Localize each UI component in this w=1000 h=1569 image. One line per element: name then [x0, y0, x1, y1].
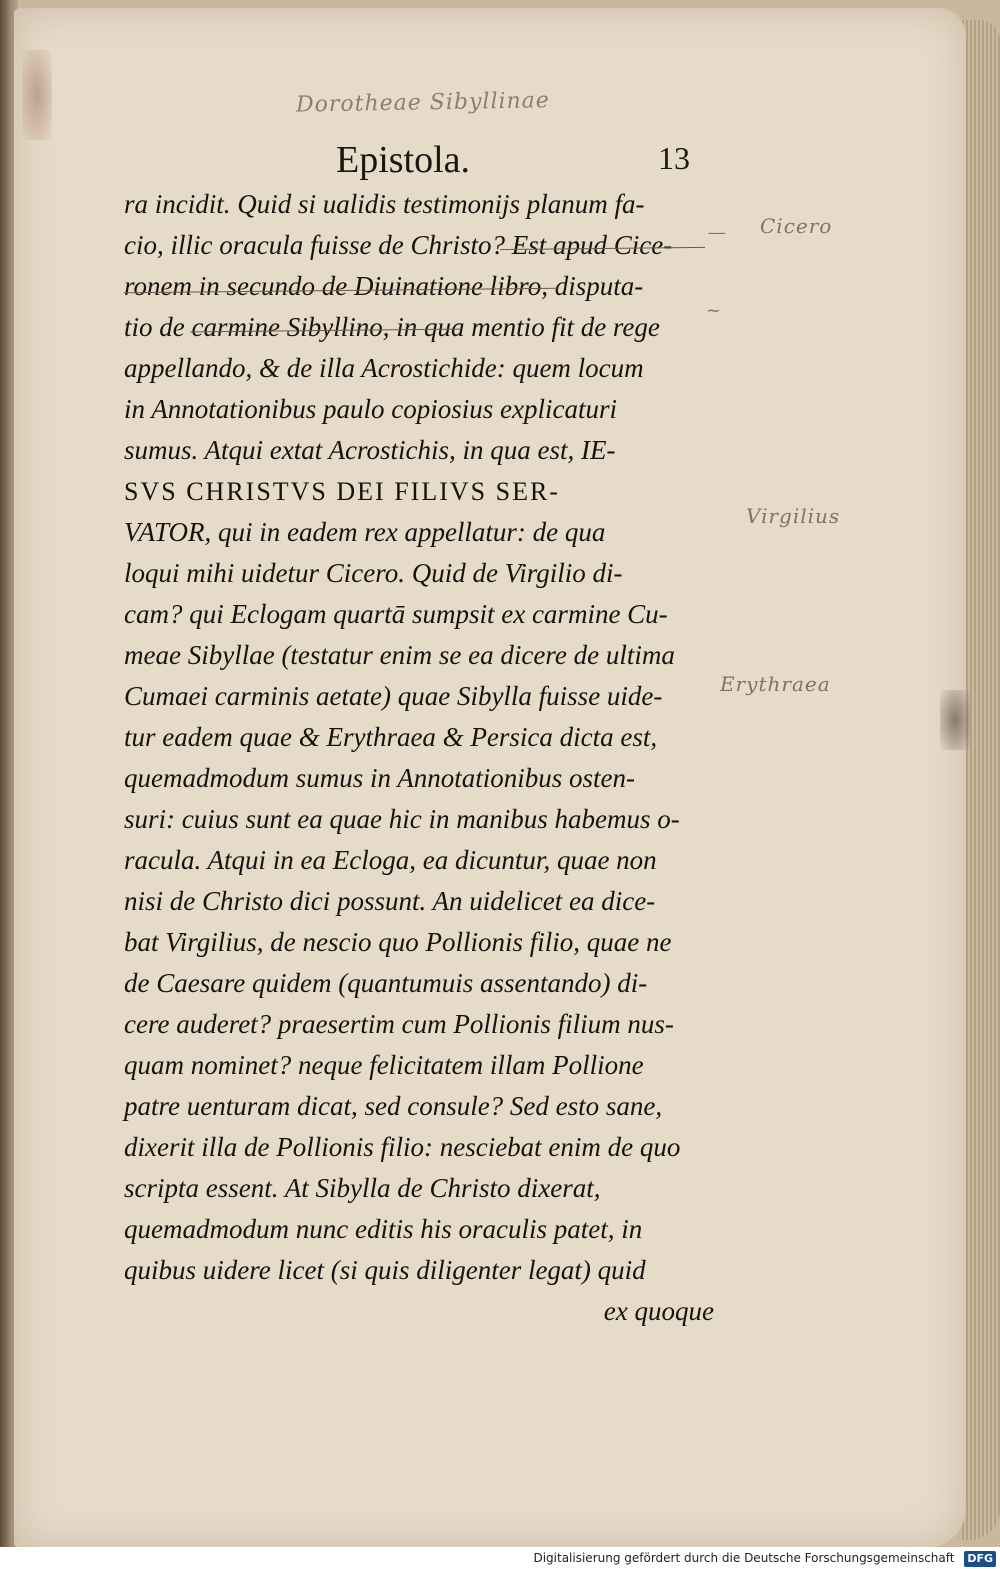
- folio-number: 13: [658, 140, 690, 176]
- text-line: cam? qui Eclogam quartā sumpsit ex carmine Cu-: [124, 599, 668, 629]
- text-line: ra incidit. Quid si ualidis testimonijs planum fa-: [124, 189, 645, 219]
- page-edges: [960, 20, 1000, 1540]
- text-line: appellando, & de illa Acrostichide: quem locum: [124, 353, 644, 383]
- text-line: quibus uidere licet (si quis diligenter legat) quid: [124, 1255, 646, 1285]
- text-line: quam nominet? neque felicitatem illam Pollione: [124, 1050, 644, 1080]
- text-line: cere auderet? praesertim cum Pollionis filium nus-: [124, 1009, 674, 1039]
- text-line: VATOR, qui in eadem rex appellatur: de qua: [124, 517, 606, 547]
- text-line: in Annotationibus paulo copiosius explicaturi: [124, 394, 617, 424]
- text-line: nisi de Christo dici possunt. An uidelicet ea dice-: [124, 886, 656, 916]
- text-line: quemadmodum sumus in Annotationibus osten-: [124, 763, 635, 793]
- marginal-note-virgilius: Virgilius: [746, 504, 841, 528]
- text-line: racula. Atqui in ea Ecloga, ea dicuntur, quae non: [124, 845, 657, 875]
- text-line: sumus. Atqui extat Acrostichis, in qua est, IE-: [124, 435, 616, 465]
- dfg-logo: DFG: [964, 1551, 996, 1567]
- digitization-footer: [0, 1547, 1000, 1569]
- text-line: suri: cuius sunt ea quae hic in manibus habemus o-: [124, 804, 680, 834]
- footer-credit: Digitalisierung gefördert durch die Deutsche Forschungsgemeinschaft: [533, 1551, 955, 1565]
- text-line: cio, illic oracula fuisse de Christo? Est apud Cice-: [124, 230, 673, 260]
- text-line: SVS CHRISTVS DEI FILIVS SER-: [124, 477, 560, 506]
- running-head: Epistola.: [336, 139, 471, 181]
- text-line: ronem in secundo de Diuinatione libro, disputa-: [124, 271, 644, 301]
- text-line: quemadmodum nunc editis his oraculis patet, in: [124, 1214, 643, 1244]
- margin-dash-mark: ~: [706, 300, 722, 321]
- margin-dash-mark: —: [708, 222, 726, 243]
- main-text-block: [124, 184, 724, 1332]
- page-stain: [22, 50, 52, 140]
- text-line: tio de carmine Sibyllino, in qua mentio fit de rege: [124, 312, 660, 342]
- text-line: patre uenturam dicat, sed consule? Sed esto sane,: [124, 1091, 663, 1121]
- text-line: tur eadem quae & Erythraea & Persica dicta est,: [124, 722, 658, 752]
- text-line: loqui mihi uidetur Cicero. Quid de Virgilio di-: [124, 558, 623, 588]
- text-line: bat Virgilius, de nescio quo Pollionis filio, quae ne: [124, 927, 672, 957]
- marginal-note-cicero: Cicero: [760, 214, 833, 238]
- manuscript-heading: Dorotheae Sibyllinae: [295, 88, 551, 118]
- text-line: scripta essent. At Sibylla de Christo dixerat,: [124, 1173, 601, 1203]
- text-line: de Caesare quidem (quantumuis assentando) di-: [124, 968, 648, 998]
- text-line: dixerit illa de Pollionis filio: nesciebat enim de quo: [124, 1132, 681, 1162]
- catchword: ex quoque: [603, 1296, 714, 1326]
- text-line: meae Sibyllae (testatur enim se ea dicere de ultima: [124, 640, 675, 670]
- marginal-note-erythraea: Erythraea: [720, 672, 831, 696]
- page-stain: [940, 690, 970, 750]
- text-line: Cumaei carminis aetate) quae Sibylla fuisse uide-: [124, 681, 663, 711]
